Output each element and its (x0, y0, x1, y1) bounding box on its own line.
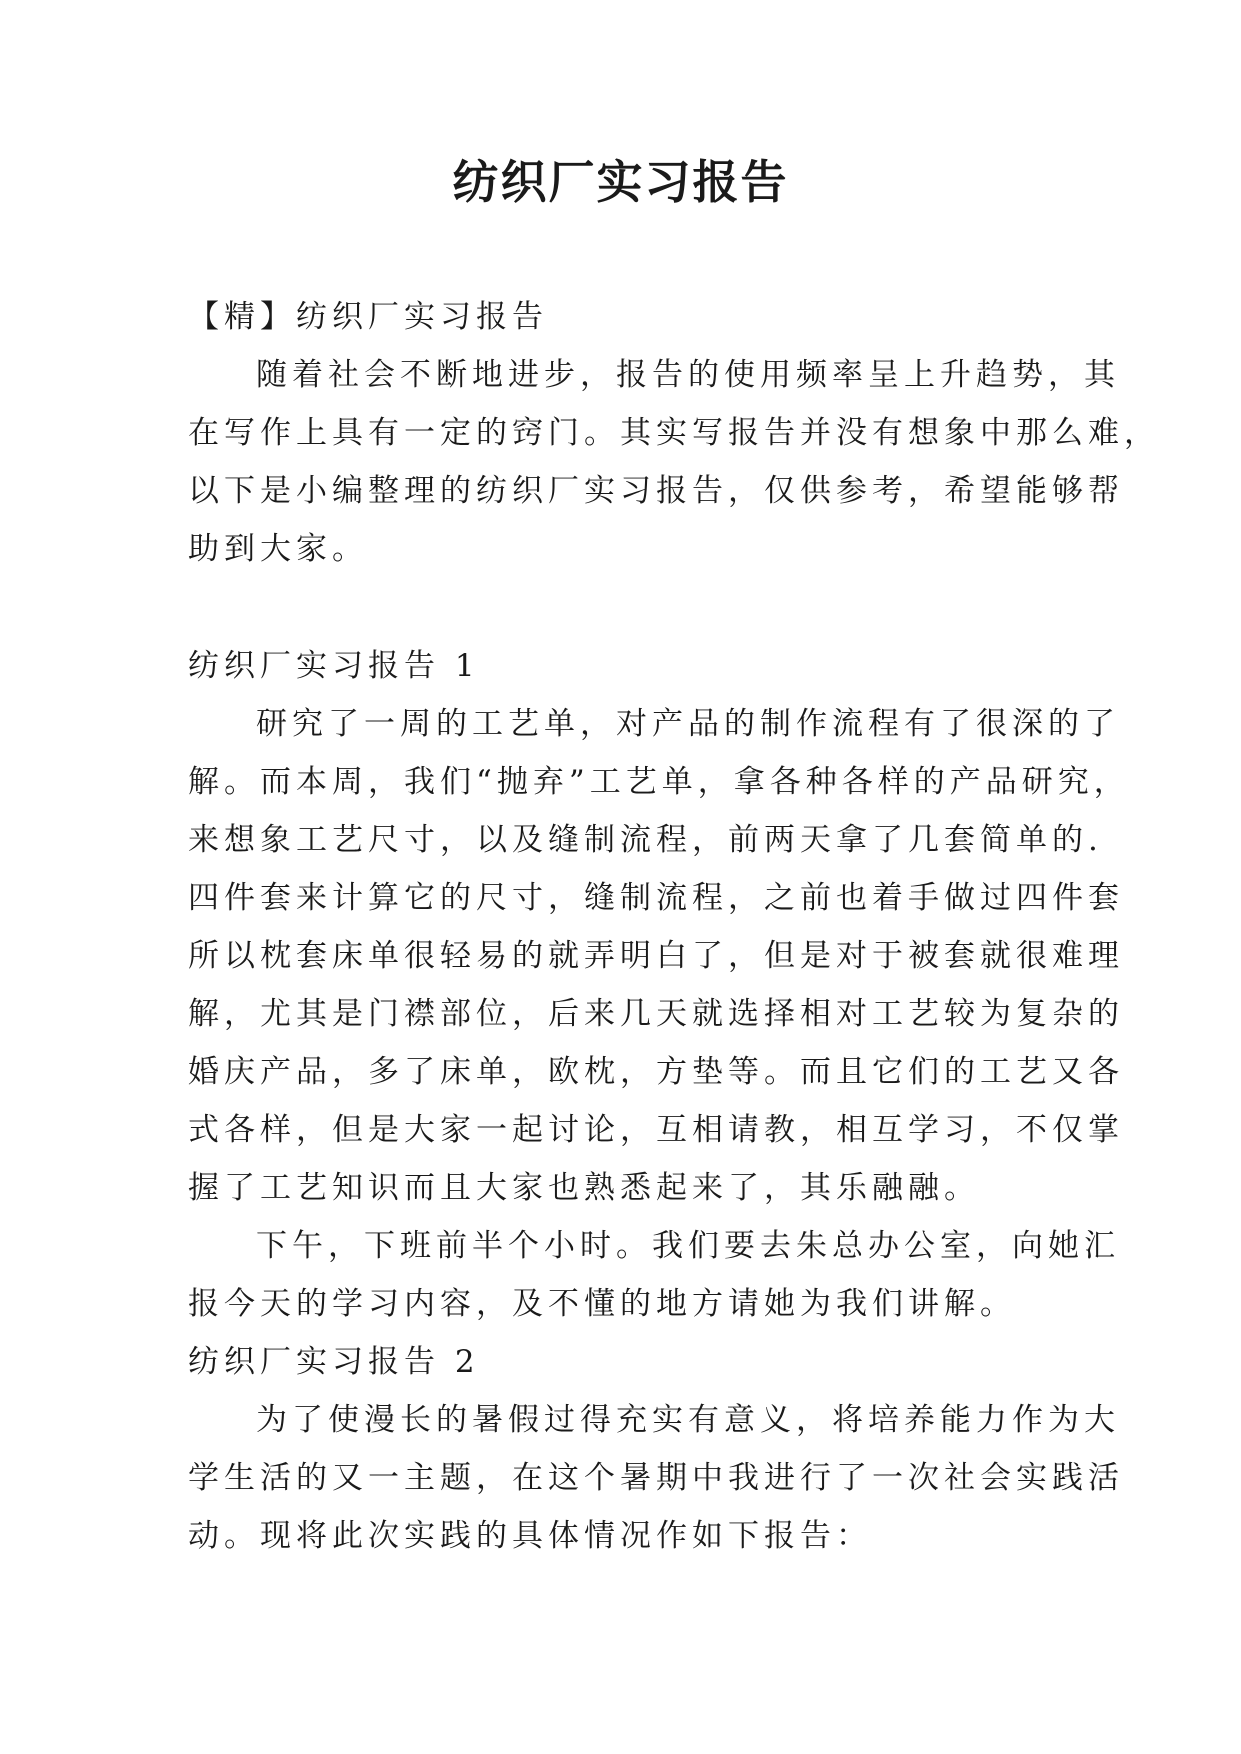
paragraph-line: 学生活的又一主题，在这个暑期中我进行了一次社会实践活 (188, 1460, 1124, 1496)
intro-paragraph (188, 346, 1160, 578)
tagline-line: 【精】纺织厂实习报告 (188, 299, 548, 335)
section1-paragraph-1 (188, 695, 1130, 1217)
section2-heading (188, 1333, 1054, 1391)
document-title: 纺织厂实习报告 (452, 155, 789, 209)
section1-heading-text: 纺织厂实习报告 1 (188, 648, 480, 684)
paragraph-line: 报今天的学习内容，及不懂的地方请她为我们讲解。 (188, 1286, 1016, 1322)
paragraph-line: 婚庆产品，多了床单，欧枕，方垫等。而且它们的工艺又各 (188, 1054, 1124, 1090)
section2-paragraph-1 (188, 1391, 1124, 1565)
paragraph-line: 四件套来计算它的尺寸，缝制流程，之前也着手做过四件套 (188, 880, 1124, 916)
section1-heading (188, 637, 1054, 695)
paragraph-line: 动。现将此次实践的具体情况作如下报告： (188, 1518, 872, 1554)
section1-paragraph-2 (188, 1217, 1120, 1333)
paragraph-line: 解，尤其是门襟部位，后来几天就选择相对工艺较为复杂的 (188, 996, 1124, 1032)
paragraph-line: 下午，下班前半个小时。我们要去朱总办公室，向她汇 (256, 1228, 1120, 1264)
section2-heading-text: 纺织厂实习报告 2 (188, 1344, 480, 1380)
paragraph-line: 研究了一周的工艺单，对产品的制作流程有了很深的了 (256, 706, 1120, 742)
paragraph-line: 式各样，但是大家一起讨论，互相请教，相互学习，不仅掌 (188, 1112, 1124, 1148)
paragraph-line: 为了使漫长的暑假过得充实有意义，将培养能力作为大 (256, 1402, 1120, 1438)
paragraph-line: 解。而本周，我们“抛弃”工艺单，拿各种各样的产品研究， (188, 764, 1130, 800)
paragraph-line: 所以枕套床单很轻易的就弄明白了，但是对于被套就很难理 (188, 938, 1124, 974)
intro-line: 助到大家。 (188, 531, 368, 567)
intro-line: 以下是小编整理的纺织厂实习报告，仅供参考，希望能够帮 (188, 473, 1124, 509)
paragraph-line: 来想象工艺尺寸，以及缝制流程，前两天拿了几套简单的. (188, 822, 1103, 858)
intro-line: 随着社会不断地进步，报告的使用频率呈上升趋势，其 (256, 357, 1120, 393)
intro-line: 在写作上具有一定的窍门。其实写报告并没有想象中那么难， (188, 415, 1160, 451)
document-tagline (188, 288, 1054, 346)
paragraph-line: 握了工艺知识而且大家也熟悉起来了，其乐融融。 (188, 1170, 980, 1206)
